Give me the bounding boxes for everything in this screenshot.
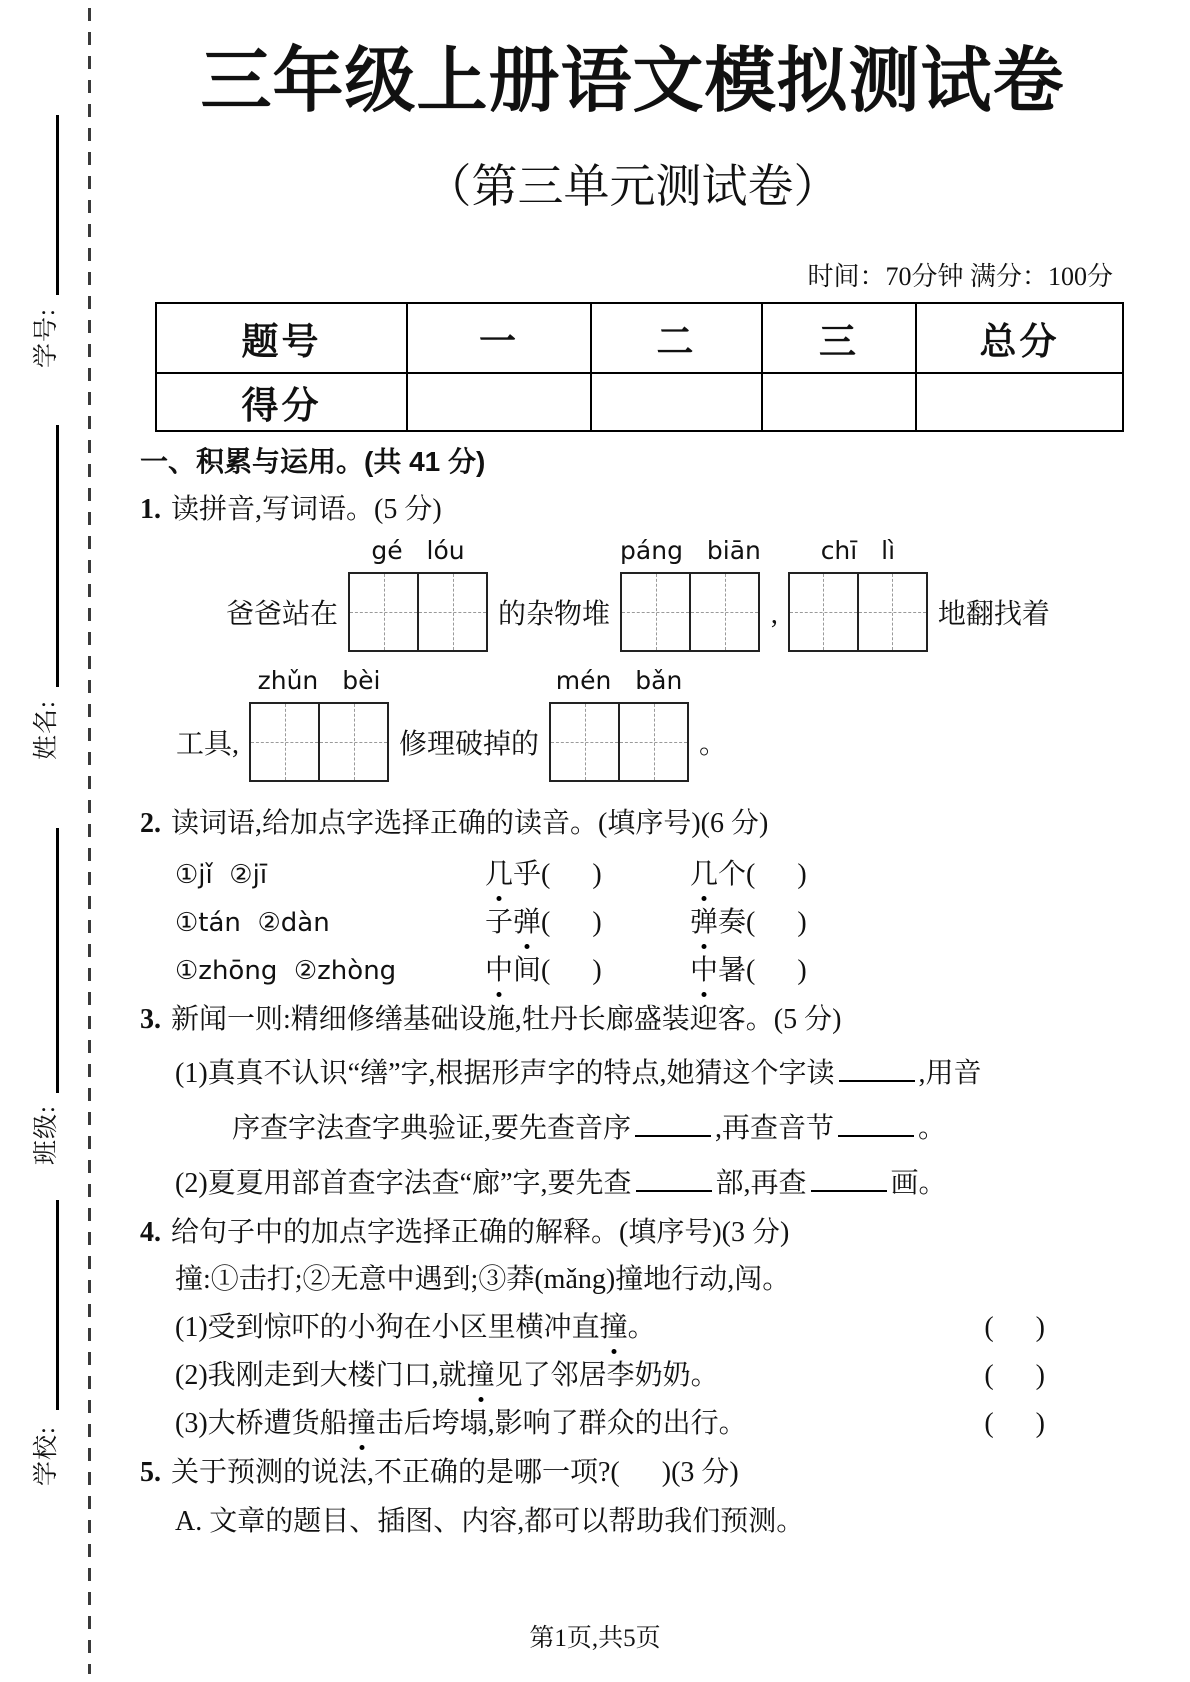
- score-row-label: 得分: [156, 373, 407, 431]
- writing-box: [249, 702, 389, 782]
- pinyin-writing-group: [348, 536, 488, 652]
- word-text: 暑: [718, 955, 747, 986]
- dotted-char: 几: [690, 859, 719, 890]
- q2-word: [690, 954, 895, 988]
- q5-number: 5.: [140, 1457, 161, 1488]
- sentence-text: 见了邻居李奶奶。: [494, 1360, 719, 1391]
- writing-cell: [689, 574, 758, 650]
- q2-row: [140, 954, 1125, 988]
- answer-paren: ( ): [984, 1408, 1045, 1439]
- score-cell-empty: [762, 373, 916, 431]
- q2-options: ①jǐ ②jī: [175, 860, 268, 890]
- q3-line1-text: ,用音: [918, 1058, 982, 1089]
- school-label: 学校:: [33, 1426, 60, 1486]
- q3-line3-text: (2)夏夏用部首查字法查“廊”字,要先查: [175, 1168, 632, 1199]
- q5-stem: [140, 1457, 1125, 1489]
- fill-blank: [839, 1052, 915, 1082]
- score-table-header-cell: 三: [762, 303, 916, 373]
- writing-cell: [251, 704, 318, 780]
- margin-write-line: [56, 828, 59, 1093]
- section-one-heading: 一、积累与运用。(共 41 分): [140, 446, 486, 477]
- q4-sentence: [140, 1359, 719, 1393]
- q1-stem-text: 读拼音,写词语。(5 分): [171, 494, 442, 525]
- page-title: 三年级上册语文模拟测试卷: [200, 43, 1065, 121]
- sentence-text: (2)我刚走到大楼门口,就: [175, 1360, 467, 1391]
- score-cell-empty: [407, 373, 591, 431]
- q2-word: [485, 858, 690, 892]
- name-label: 姓名:: [33, 700, 60, 760]
- dotted-char: 弹: [690, 907, 719, 938]
- score-cell-empty: [591, 373, 762, 431]
- dotted-char: 几: [485, 859, 514, 890]
- q4-stem: [140, 1217, 1125, 1249]
- pinyin-label: chī lì: [820, 536, 896, 565]
- writing-box: [788, 572, 928, 652]
- writing-box: [620, 572, 760, 652]
- exam-meta: 时间：70分钟 满分：100分: [807, 262, 1113, 291]
- q4-item: [140, 1311, 1045, 1345]
- q3-line2-text: 。: [918, 1113, 947, 1144]
- q5-stem-text: 关于预测的说法,不正确的是哪一项?( )(3 分): [171, 1457, 739, 1488]
- q3-line1-text: (1)真真不认识“缮”字,根据形声字的特点,她猜这个字读: [175, 1058, 835, 1089]
- sentence-text: 。: [627, 1312, 656, 1343]
- q4-stem-text: 给句子中的加点字选择正确的解释。(填序号)(3 分): [171, 1217, 790, 1248]
- dotted-char: 撞: [347, 1408, 376, 1439]
- writing-cell: [417, 574, 486, 650]
- score-table-header-row: [156, 303, 1123, 373]
- q1-row2-period: 。: [699, 729, 728, 760]
- pinyin-writing-group: [788, 536, 928, 652]
- q4-sentence: [140, 1311, 656, 1345]
- pinyin-writing-group: [620, 536, 761, 652]
- word-text: 个: [718, 859, 747, 890]
- answer-paren: ( ): [746, 955, 807, 986]
- margin-write-line: [56, 425, 59, 687]
- writing-cell: [622, 574, 689, 650]
- q2-options: ①zhōng ②zhòng: [175, 956, 397, 986]
- q2-word: [485, 954, 690, 988]
- score-table: [155, 302, 1124, 432]
- writing-box: [348, 572, 488, 652]
- fill-blank: [811, 1162, 887, 1192]
- margin-write-line: [56, 115, 59, 295]
- q1-row1-text1: 爸爸站在: [226, 599, 339, 630]
- q1-row2-text2: 修理破掉的: [399, 729, 540, 760]
- writing-cell: [790, 574, 857, 650]
- q1-row2-text1: 工具,: [176, 729, 240, 760]
- q3-line3: [140, 1162, 1125, 1201]
- fill-blank: [838, 1107, 914, 1137]
- q4-item: [140, 1407, 1045, 1441]
- word-text: 子: [485, 907, 514, 938]
- writing-cell: [551, 704, 618, 780]
- score-table-header-cell: 题号: [156, 303, 407, 373]
- q2-word: [485, 906, 690, 940]
- answer-paren: ( ): [541, 955, 602, 986]
- answer-paren: ( ): [746, 859, 807, 890]
- q2-stem: [140, 808, 1125, 840]
- q1-row1: [140, 536, 1125, 652]
- fill-blank: [635, 1107, 711, 1137]
- q2-row: [140, 858, 1125, 892]
- q2-stem-text: 读词语,给加点字选择正确的读音。(填序号)(6 分): [171, 808, 769, 839]
- dotted-char: 弹: [513, 907, 542, 938]
- page-subtitle: （第三单元测试卷）: [425, 161, 840, 212]
- pinyin-writing-group: [249, 666, 389, 782]
- q2-row: [140, 906, 1125, 940]
- score-table-header-cell: 一: [407, 303, 591, 373]
- fill-blank: [636, 1162, 712, 1192]
- q1-number: 1.: [140, 494, 161, 525]
- writing-cell: [318, 704, 387, 780]
- pinyin-label: gé lóu: [371, 536, 465, 565]
- writing-box: [549, 702, 689, 782]
- q3-number: 3.: [140, 1004, 161, 1035]
- q5-option-a: A. 文章的题目、插图、内容,都可以帮助我们预测。: [175, 1506, 805, 1537]
- score-cell-empty: [916, 373, 1123, 431]
- pinyin-writing-group: [549, 666, 689, 782]
- sentence-text: 击后垮塌,影响了群众的出行。: [375, 1408, 747, 1439]
- q1-row1-comma: ,: [770, 599, 778, 630]
- q3-stem-text: 新闻一则:精细修缮基础设施,牡丹长廊盛装迎客。(5 分): [171, 1004, 842, 1035]
- q2-options: ①tán ②dàn: [175, 908, 330, 938]
- sentence-text: (3)大桥遭货船: [175, 1408, 348, 1439]
- q2-word: [690, 906, 895, 940]
- q1-row2: [140, 666, 1125, 782]
- q3-line1: [140, 1052, 1125, 1091]
- writing-cell: [350, 574, 417, 650]
- q4-sentence: [140, 1407, 747, 1441]
- student-id-label: 学号:: [33, 308, 60, 368]
- q1-row1-text4: 地翻找着: [937, 599, 1050, 630]
- pinyin-label: páng biān: [620, 536, 761, 565]
- score-table-header-cell: 二: [591, 303, 762, 373]
- answer-paren: ( ): [541, 859, 602, 890]
- q3-line3-text: 部,再查: [715, 1168, 807, 1199]
- word-text: 间: [513, 955, 542, 986]
- q4-item: [140, 1359, 1045, 1393]
- answer-paren: ( ): [541, 907, 602, 938]
- q3-line2-text: 序查字法查字典验证,要先查音序: [232, 1113, 632, 1144]
- binding-dashed-line: [88, 8, 91, 1674]
- answer-paren: ( ): [984, 1360, 1045, 1391]
- pinyin-label: zhǔn bèi: [257, 666, 381, 695]
- q3-stem: [140, 1004, 1125, 1036]
- q4-definition: 撞:①击打;②无意中遇到;③莽(mǎng)撞地行动,闯。: [175, 1264, 791, 1295]
- q3-line2: [140, 1107, 1125, 1146]
- q3-line2-text: ,再查音节: [715, 1113, 835, 1144]
- answer-paren: ( ): [746, 907, 807, 938]
- writing-cell: [618, 704, 687, 780]
- q2-number: 2.: [140, 808, 161, 839]
- q1-row1-text2: 的杂物堆: [498, 599, 611, 630]
- word-text: 奏: [718, 907, 747, 938]
- dotted-char: 中: [485, 955, 514, 986]
- word-text: 乎: [513, 859, 542, 890]
- q1-stem: [140, 494, 1125, 526]
- margin-write-line: [56, 1200, 59, 1410]
- q2-word: [690, 858, 895, 892]
- page-footer: 第1页,共5页: [529, 1625, 661, 1652]
- dotted-char: 撞: [599, 1312, 628, 1343]
- score-table-score-row: [156, 373, 1123, 431]
- dotted-char: 中: [690, 955, 719, 986]
- q3-line3-text: 画。: [890, 1168, 947, 1199]
- pinyin-label: mén bǎn: [555, 666, 683, 695]
- sentence-text: (1)受到惊吓的小狗在小区里横冲直: [175, 1312, 600, 1343]
- paper-content: [140, 0, 1125, 1539]
- score-table-header-cell: 总分: [916, 303, 1123, 373]
- writing-cell: [857, 574, 926, 650]
- dotted-char: 撞: [466, 1360, 495, 1391]
- q4-number: 4.: [140, 1217, 161, 1248]
- class-label: 班级:: [33, 1105, 60, 1165]
- answer-paren: ( ): [984, 1312, 1045, 1343]
